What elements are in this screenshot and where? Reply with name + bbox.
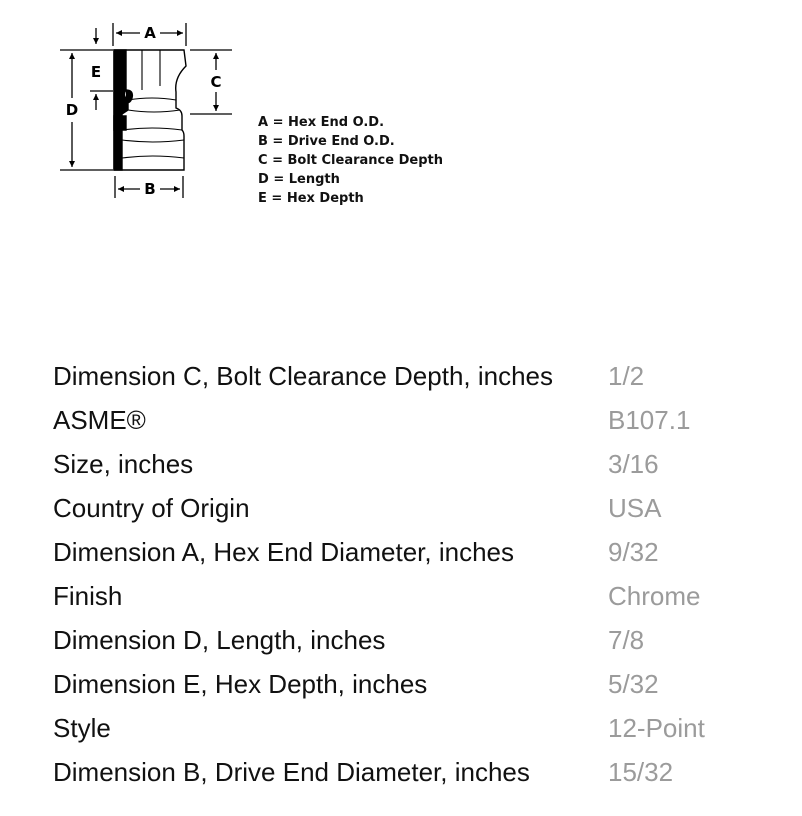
- dim-letter-e: E: [90, 63, 102, 81]
- legend-item-e: E = Hex Depth: [258, 191, 364, 206]
- spec-value: 5/32: [608, 669, 659, 699]
- legend-item-a: A = Hex End O.D.: [258, 115, 385, 130]
- spec-label: Dimension D, Length, inches: [53, 625, 386, 655]
- spec-value: B107.1: [608, 405, 691, 435]
- spec-label: Dimension B, Drive End Diameter, inches: [53, 757, 530, 787]
- dimension-legend: [258, 113, 443, 208]
- spec-label: Dimension C, Bolt Clearance Depth, inches: [53, 361, 554, 391]
- spec-value: 7/8: [608, 625, 645, 655]
- spec-value: 3/16: [608, 449, 659, 479]
- spec-value: Chrome: [608, 581, 701, 611]
- spec-row: [53, 354, 753, 398]
- specifications-table: [53, 354, 753, 794]
- spec-label: ASME®: [53, 405, 146, 435]
- spec-row: [53, 706, 753, 750]
- spec-row: [53, 618, 753, 662]
- socket-drawing: [56, 18, 256, 210]
- spec-value: 1/2: [608, 361, 645, 391]
- spec-label: Finish: [53, 581, 123, 611]
- spec-row: [53, 398, 753, 442]
- spec-label: Style: [53, 713, 111, 743]
- spec-value: 9/32: [608, 537, 659, 567]
- spec-value: 12-Point: [608, 713, 705, 743]
- legend-item-d: D = Length: [258, 172, 340, 187]
- dim-letter-c: C: [210, 73, 222, 91]
- spec-value: USA: [608, 493, 662, 523]
- legend-item-c: C = Bolt Clearance Depth: [258, 153, 443, 168]
- dim-letter-a: A: [144, 24, 156, 42]
- legend-item-b: B = Drive End O.D.: [258, 134, 395, 149]
- spec-label: Country of Origin: [53, 493, 250, 523]
- dim-letter-b: B: [144, 180, 156, 198]
- spec-value: 15/32: [608, 757, 674, 787]
- spec-row: [53, 662, 753, 706]
- dim-letter-d: D: [65, 101, 79, 119]
- spec-row: [53, 486, 753, 530]
- socket-dimension-diagram: [56, 18, 256, 210]
- spec-row: [53, 750, 753, 794]
- spec-label: Size, inches: [53, 449, 194, 479]
- spec-row: [53, 442, 753, 486]
- spec-label: Dimension E, Hex Depth, inches: [53, 669, 428, 699]
- spec-row: [53, 574, 753, 618]
- spec-label: Dimension A, Hex End Diameter, inches: [53, 537, 514, 567]
- spec-row: [53, 530, 753, 574]
